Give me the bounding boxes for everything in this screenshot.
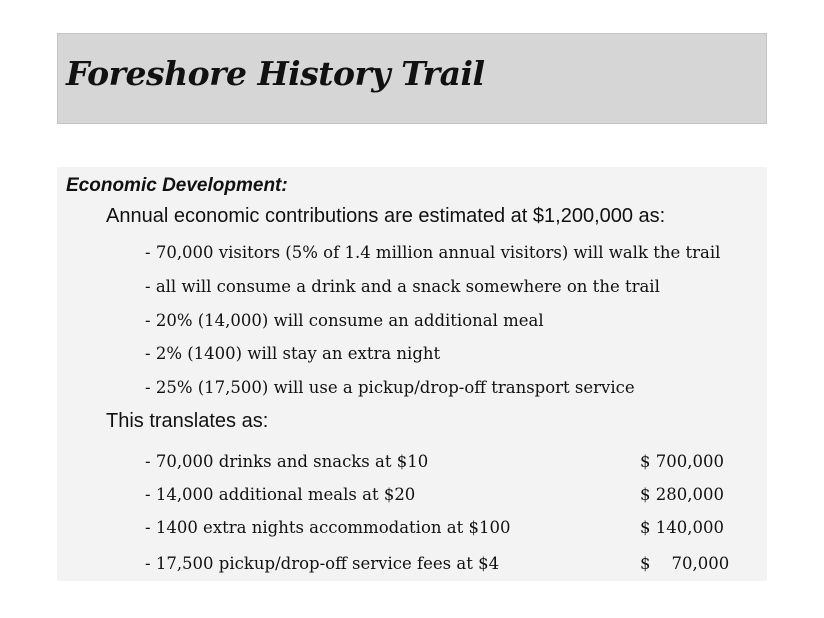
assumption-item: - 2% (1400) will stay an extra night bbox=[145, 344, 441, 363]
translation-heading: This translates as: bbox=[106, 410, 269, 432]
breakdown-item: - 17,500 pickup/drop-off service fees at $4 bbox=[145, 554, 500, 573]
title-banner bbox=[57, 33, 767, 124]
assumption-item: - 25% (17,500) will use a pickup/drop-off transport service bbox=[145, 378, 635, 397]
breakdown-amount: $ 700,000 bbox=[640, 452, 724, 471]
breakdown-item: - 14,000 additional meals at $20 bbox=[145, 485, 416, 504]
assumption-item: - all will consume a drink and a snack somewhere on the trail bbox=[145, 277, 660, 296]
assumption-item: - 20% (14,000) will consume an additional meal bbox=[145, 311, 544, 330]
breakdown-item: - 70,000 drinks and snacks at $10 bbox=[145, 452, 429, 471]
intro-text: Annual economic contributions are estimated at $1,200,000 as: bbox=[106, 205, 666, 227]
breakdown-item: - 1400 extra nights accommodation at $100 bbox=[145, 518, 511, 537]
breakdown-amount: $ 140,000 bbox=[640, 518, 724, 537]
breakdown-amount: $ 70,000 bbox=[640, 554, 730, 573]
section-heading: Economic Development: bbox=[66, 175, 288, 196]
assumption-item: - 70,000 visitors (5% of 1.4 million annual visitors) will walk the trail bbox=[145, 243, 721, 262]
page-title: Foreshore History Trail bbox=[66, 54, 485, 93]
content-panel bbox=[57, 167, 767, 581]
breakdown-amount: $ 280,000 bbox=[640, 485, 724, 504]
